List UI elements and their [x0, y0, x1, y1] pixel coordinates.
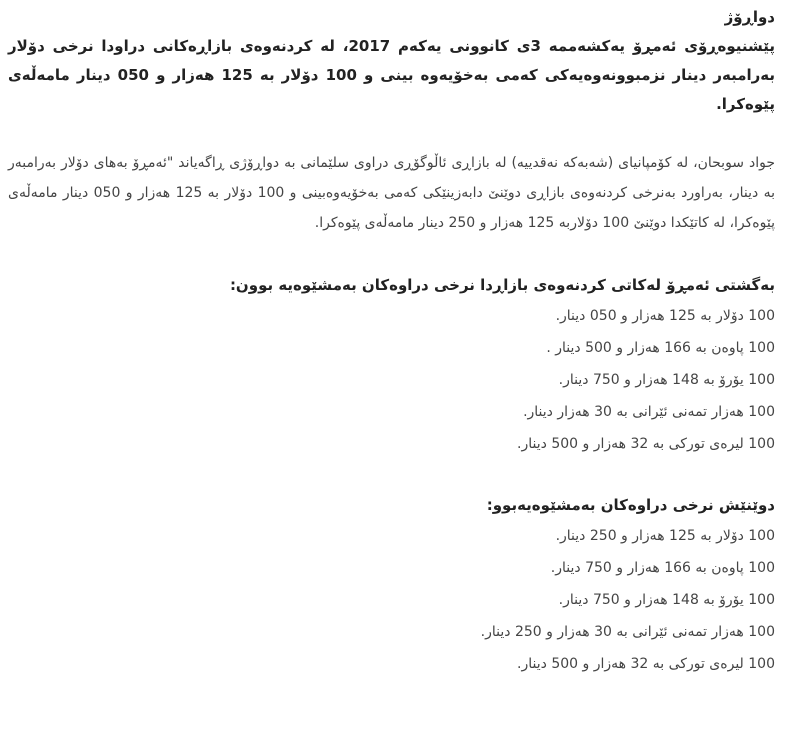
article-title: دواڕۆژ: [724, 8, 775, 26]
article: [0, 2, 787, 680]
yesterday-rates-heading: دوێنێش نرخی دراوەکان بەمشێوەیەبوو:: [486, 496, 775, 514]
rate-item-dollar: 100 دۆلار بە 125 هەزار و 050 دینار.: [555, 308, 775, 324]
rate-item-pound: 100 پاوەن بە 166 هەزار و 500 دینار .: [546, 340, 775, 356]
article-paragraph: جواد سوبحان، لە کۆمپانیای (شەبەکە نەقدییە) لە بازاڕی ئاڵوگۆڕی دراوی سلێمانی بە دواڕۆژی ڕاگەیاند "ئەمڕۆ بەهای دۆلار بەرامبەر بە دینار، بەراورد بەنرخی کردنەوەی بازاڕی دوێنێ دابەزینێکی کەمی بەخۆیەوەبینی و 100 دۆلار بە 125 هەزار و 050 دینار مامەڵەی پێوەکرا، لە کاتێکدا دوێنێ 100 دۆلاربە 125 هەزار و 250 دینار مامەڵەی پێوەکرا.: [8, 155, 776, 231]
spacer: [8, 119, 775, 148]
rate-item-toman: 100 هەزار تمەنی ئێرانی بە 30 هەزار دینار.: [523, 404, 775, 420]
today-rates-list: [8, 300, 775, 460]
rate-item-euro: 100 یۆرۆ بە 148 هەزار و 750 دینار.: [558, 372, 775, 388]
spacer: [8, 460, 775, 490]
spacer: [8, 238, 775, 270]
rate-item-lira: 100 لیرەی تورکی بە 32 هەزار و 500 دینار.: [517, 436, 775, 452]
rate-item-dollar: 100 دۆلار بە 125 هەزار و 250 دینار.: [555, 528, 775, 544]
rate-item-toman: 100 هەزار تمەنی ئێرانی بە 30 هەزار و 250 دینار.: [480, 624, 775, 640]
today-rates-heading: بەگشتی ئەمڕۆ لەکاتی کردنەوەی بازاڕدا نرخی دراوەکان بەمشێوەیە بوون:: [229, 276, 775, 294]
article-lead: پێشنیوەڕۆی ئەمڕۆ یەکشەممە 3ی کانوونی یەکەم 2017، لە کردنەوەی بازاڕەکانی دراودا نرخی دۆلار بەرامبەر دینار نزمبوونەوەیەکی کەمی بەخۆیەوە بینی و 100 دۆلار بە 125 هەزار و 050 دینار مامەڵەی پێوەکرا.: [8, 37, 776, 113]
rate-item-lira: 100 لیرەی تورکی بە 32 هەزار و 500 دینار.: [517, 656, 775, 672]
rate-item-euro: 100 یۆرۆ بە 148 هەزار و 750 دینار.: [558, 592, 775, 608]
rate-item-pound: 100 پاوەن بە 166 هەزار و 750 دینار.: [550, 560, 775, 576]
yesterday-rates-list: [8, 520, 775, 680]
